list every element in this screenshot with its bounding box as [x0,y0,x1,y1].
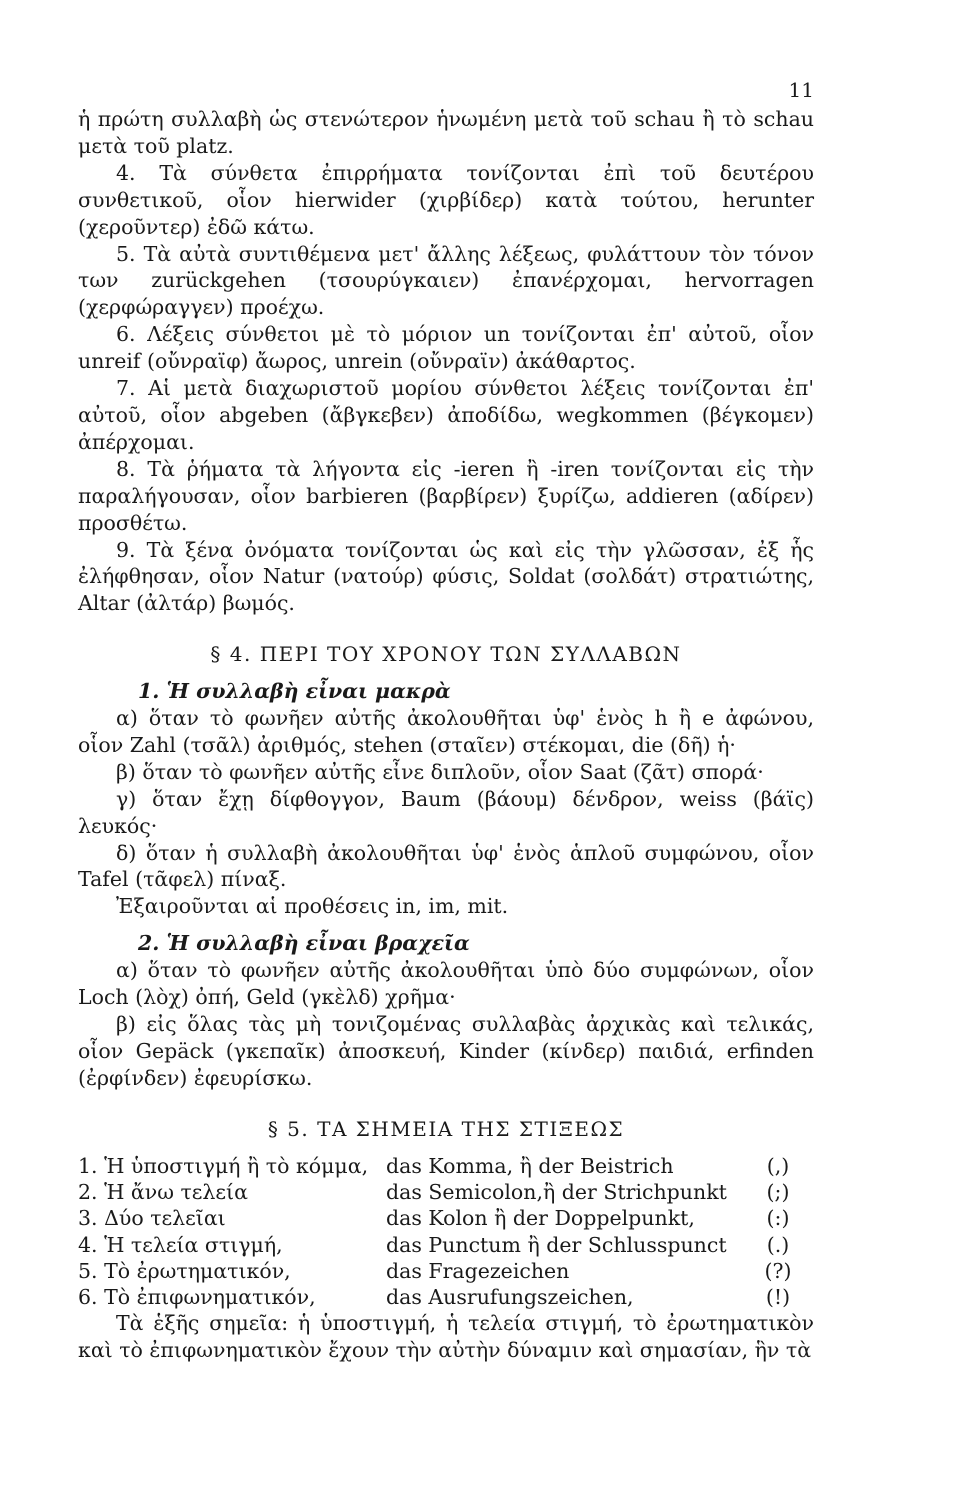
punctuation-sign: (!) [765,1285,791,1310]
punctuation-sign: (?) [764,1258,792,1283]
punctuation-sign: (:) [766,1206,790,1231]
section-5-heading: § 5. ΤΑ ΣΗΜΕΙΑ ΤΗΣ ΣΤΙΞΕΩΣ [267,1116,625,1141]
paragraph-rule-4: 4. Τὰ σύνθετα ἐπιρρήματα τονίζονται ἐπὶ τοῦ δευτέρου συνθετικοῦ, οἷον hierwider (χιρβίδερ) κατὰ τούτου, herunter (χεροῦντερ) ἐδῶ κάτω. [78,160,814,239]
page-body [78,106,814,1364]
paragraph-continuation: ἡ πρώτη συλλαβὴ ὡς στενώτερον ἡνωμένη μετὰ τοῦ schau ἢ τὸ schau μετὰ τοῦ platz. [78,107,814,158]
paragraph-rule-6: 6. Λέξεις σύνθετοι μὲ τὸ μόριον un τονίζονται ἐπ' αὐτοῦ, οἷον unreif (οὔνραϊφ) ἄωρος, unrein (οὔνραϊν) ἀκάθαρτος. [78,322,814,374]
page-number: 11 [788,78,814,102]
table-row [78,1258,814,1284]
german-term: das Ausrufungszeichen, [386,1285,634,1310]
list-item: β) ὅταν τὸ φωνῆεν αὐτῆς εἶνε διπλοῦν, οἷον Saat (ζᾶτ) σπορά· [116,759,764,784]
table-row [78,1232,814,1258]
closing-paragraph: Τὰ ἑξῆς σημεῖα: ἡ ὑποστιγμή, ἡ τελεία στιγμή, τὸ ἐρωτηματικὸν καὶ τὸ ἐπιφωνηματικὸν ἔχουν τὴν αὐτὴν δύναμιν καὶ σημασίαν, ἣν τὰ [78,1311,814,1363]
table-row [78,1205,814,1231]
section-4-heading: § 4. ΠΕΡΙ ΤΟΥ ΧΡΟΝΟΥ ΤΩΝ ΣΥΛΛΑΒΩΝ [210,642,682,667]
punctuation-sign: (;) [766,1179,790,1204]
paragraph-rule-7: 7. Αἱ μετὰ διαχωριστοῦ μορίου σύνθετοι λέξεις τονίζονται ἐπ' αὐτοῦ, οἷον abgeben (ἄβγκεβεν) ἀποδίδω, wegkommen (βέγκομεν) ἀπέρχομαι. [78,376,814,454]
list-item: α) ὅταν τὸ φωνῆεν αὐτῆς ἀκολουθῆται ὑπὸ δύο συμφώνων, οἷον Loch (λὸχ) ὀπή, Geld (γκὲλδ) χρῆμα· [78,958,814,1010]
paragraph-rule-5: 5. Τὰ αὐτὰ συντιθέμενα μετ' ἄλλης λέξεως, φυλάττουν τὸν τόνον των zurückgehen (τσουρύγκαιεν) ἐπανέρχομαι, hervorragen (χερφώραγγεν) προέχω. [78,241,814,320]
german-term: das Punctum ἢ der Schlusspunct [386,1232,727,1257]
punctuation-sign: (,) [766,1153,790,1178]
greek-term: 5. Τὸ ἐρωτηματικόν, [78,1258,291,1283]
subheading-short-syllable: 2. Ἡ συλλαβὴ εἶναι βραχεῖα [138,931,470,956]
list-item: α) ὅταν τὸ φωνῆεν αὐτῆς ἀκολουθῆται ὑφ' ἑνὸς h ἢ e ἀφώνου, οἷον Zahl (τσᾶλ) ἀριθμός, stehen (σταῖεν) στέκομαι, die (δῆ) ἡ· [78,706,814,757]
list-item: δ) ὅταν ἡ συλλαβὴ ἀκολουθῆται ὑφ' ἑνὸς ἁπλοῦ συμφώνου, οἷον Tafel (τᾶφελ) πίναξ. [78,840,814,892]
german-term: das Semicolon,ἢ der Strichpunkt [386,1179,727,1204]
greek-term: 1. Ἡ ὑποστιγμή ἢ τὸ κόμμα, [78,1153,369,1178]
greek-term: 2. Ἡ ἄνω τελεία [78,1179,248,1204]
punctuation-table [78,1153,814,1311]
greek-term: 3. Δύο τελεῖαι [78,1206,226,1231]
german-term: das Fragezeichen [386,1258,570,1283]
greek-term: 4. Ἡ τελεία στιγμή, [78,1232,283,1257]
table-row [78,1179,814,1205]
paragraph-rule-8: 8. Τὰ ῥήματα τὰ λήγοντα εἰς -ieren ἢ -iren τονίζονται εἰς τὴν παραλήγουσαν, οἷον barbieren (βαρβίρεν) ξυρίζω, addieren (αδίρεν) προσθέτω. [78,456,814,535]
punctuation-sign: (.) [766,1232,790,1257]
table-row [78,1153,814,1179]
greek-term: 6. Τὸ ἐπιφωνηματικόν, [78,1285,316,1310]
subheading-long-syllable: 1. Ἡ συλλαβὴ εἶναι μακρὰ [138,679,451,704]
table-row [78,1284,814,1310]
list-item: γ) ὅταν ἔχῃ δίφθογγον, Baum (βάουμ) δένδρον, weiss (βάϊς) λευκός· [78,786,814,838]
german-term: das Kolon ἢ der Doppelpunkt, [386,1206,695,1231]
paragraph-rule-9: 9. Τὰ ξένα ὀνόματα τονίζονται ὡς καὶ εἰς τὴν γλῶσσαν, ἐξ ἧς ἐλήφθησαν, οἷον Natur (νατούρ) φύσις, Soldat (σολδάτ) στρατιώτης, Altar (ἀλτάρ) βωμός. [78,537,814,616]
list-item: Ἐξαιροῦνται αἱ προθέσεις in, im, mit. [116,894,509,919]
german-term: das Komma, ἢ der Beistrich [386,1153,674,1178]
list-item: β) εἰς ὅλας τὰς μὴ τονιζομένας συλλαβὰς ἀρχικὰς καὶ τελικάς, οἷον Gepäck (γκεπαῖκ) ἀποσκευή, Kinder (κίνδερ) παιδιά, erfinden (ἐρφίνδεν) ἐφευρίσκω. [78,1012,814,1090]
